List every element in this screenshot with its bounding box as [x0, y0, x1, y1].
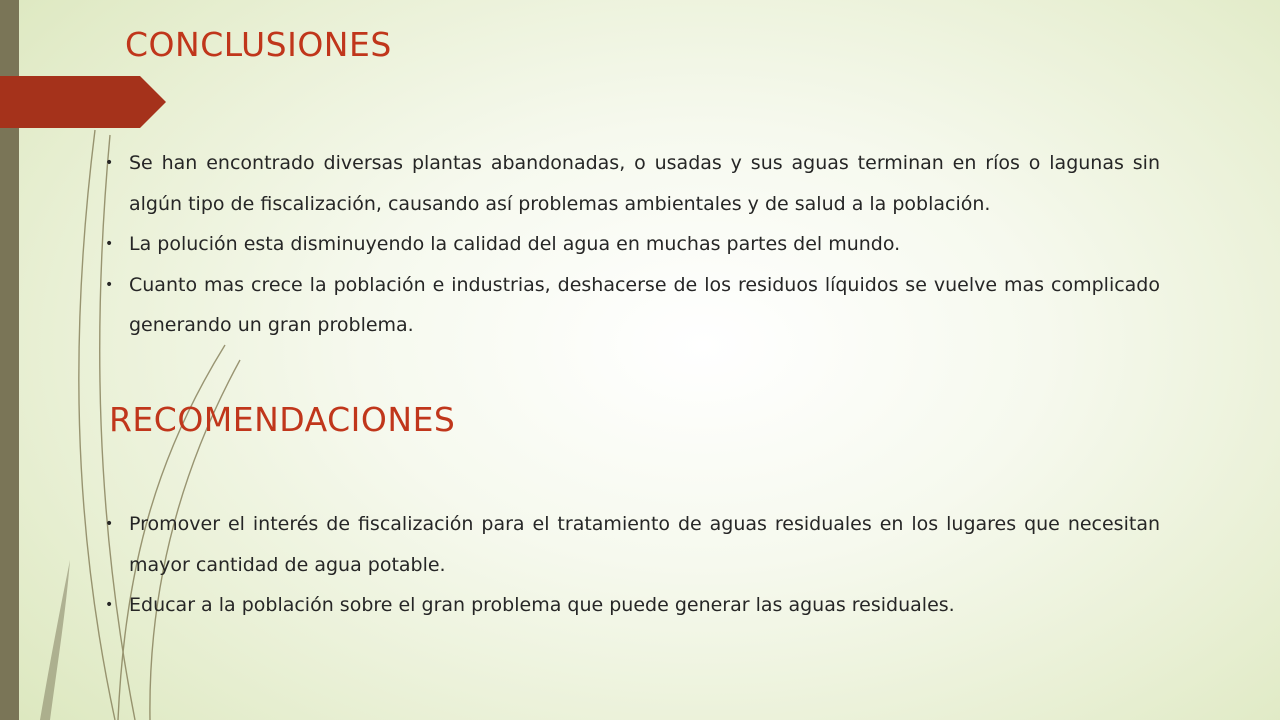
list-item-text: Cuanto mas crece la población e industrias, deshacerse de los residuos líquidos se vuelve mas complicado generando un gran problema. — [129, 273, 1160, 336]
bullet-icon: • — [105, 597, 114, 613]
left-sidebar-bar — [0, 0, 19, 720]
list-item — [105, 224, 1160, 265]
list-item — [105, 143, 1160, 224]
recommendations-title: RECOMENDACIONES — [109, 400, 456, 439]
list-item-text: Educar a la población sobre el gran problema que puede generar las aguas residuales. — [129, 594, 955, 616]
list-item-text: La polución esta disminuyendo la calidad del agua en muchas partes del mundo. — [129, 233, 901, 255]
list-item — [105, 504, 1160, 585]
conclusions-title: CONCLUSIONES — [125, 25, 392, 64]
list-item-text: Promover el interés de fiscalización para el tratamiento de aguas residuales en los lugares que necesitan mayor cantidad de agua potable. — [129, 513, 1160, 576]
recommendations-list — [105, 504, 1160, 626]
bullet-icon: • — [105, 276, 114, 293]
list-item — [105, 585, 1160, 626]
deco-leaf-1 — [40, 560, 70, 720]
bullet-icon: • — [105, 236, 114, 252]
list-item-text: Se han encontrado diversas plantas abandonadas, o usadas y sus aguas terminan en ríos o lagunas sin algún tipo de fiscalización, causando así problemas ambientales y de salud a la población. — [129, 152, 1160, 215]
list-item — [105, 265, 1160, 346]
bullet-icon: • — [105, 155, 114, 171]
conclusions-list — [105, 143, 1160, 346]
accent-arrow-banner — [0, 76, 166, 128]
bullet-icon: • — [105, 516, 114, 532]
